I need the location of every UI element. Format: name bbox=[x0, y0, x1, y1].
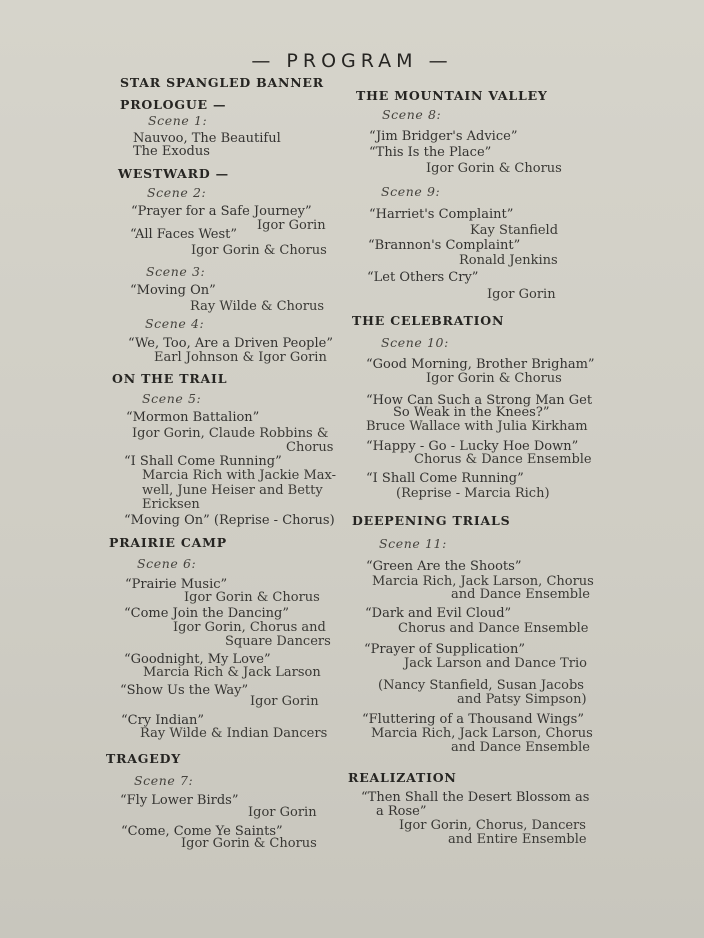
scene-label: Scene 3: bbox=[146, 264, 206, 279]
scene-label: Scene 1: bbox=[148, 113, 208, 128]
performer-credit: Chorus bbox=[286, 440, 334, 455]
performer-credit: Marcia Rich, Jack Larson, Chorus bbox=[372, 574, 594, 589]
scene-label: Scene 10: bbox=[381, 335, 449, 350]
scene-label: Scene 4: bbox=[145, 316, 205, 331]
performer-credit: Ronald Jenkins bbox=[459, 253, 558, 268]
scene-label: Scene 11: bbox=[379, 536, 447, 551]
performer-credit: Marcia Rich & Jack Larson bbox=[143, 665, 321, 680]
performer-credit: Igor Gorin & Chorus bbox=[184, 590, 320, 605]
song-title: “Good Morning, Brother Brigham” bbox=[366, 357, 595, 372]
performer-credit: Bruce Wallace with Julia Kirkham bbox=[366, 419, 588, 434]
song-title: “We, Too, Are a Driven People” bbox=[128, 336, 333, 351]
performer-credit: Igor Gorin, Chorus and bbox=[173, 620, 326, 635]
song-title: “Brannon's Complaint” bbox=[368, 238, 521, 253]
section-heading: DEEPENING TRIALS bbox=[352, 513, 511, 528]
song-title: “Prairie Music” bbox=[125, 577, 228, 592]
song-title: “Dark and Evil Cloud” bbox=[365, 606, 512, 621]
performer-credit: Ray Wilde & Indian Dancers bbox=[140, 726, 328, 741]
performer-credit: (Reprise - Marcia Rich) bbox=[396, 486, 550, 501]
song-title: “Fluttering of a Thousand Wings” bbox=[362, 712, 584, 727]
scene-label: Scene 7: bbox=[134, 773, 194, 788]
scene-label: Scene 6: bbox=[137, 556, 197, 571]
song-title: “Come Join the Dancing” bbox=[124, 606, 290, 621]
song-title: “How Can Such a Strong Man Get bbox=[366, 393, 593, 408]
performer-credit: Igor Gorin & Chorus bbox=[191, 243, 327, 258]
performer-credit: Igor Gorin & Chorus bbox=[426, 371, 562, 386]
performer-credit: Kay Stanfield bbox=[470, 223, 559, 238]
song-title: “Show Us the Way” bbox=[120, 683, 249, 698]
song-title: “All Faces West” bbox=[130, 227, 238, 242]
performer-credit: Jack Larson and Dance Trio bbox=[404, 656, 587, 671]
song-title: “This Is the Place” bbox=[369, 145, 492, 160]
scene-label: Scene 8: bbox=[382, 107, 442, 122]
performer-credit: Ericksen bbox=[142, 497, 200, 512]
section-heading: STAR SPANGLED BANNER bbox=[120, 75, 324, 90]
performer-credit: and Entire Ensemble bbox=[448, 832, 587, 847]
song-title: “I Shall Come Running” bbox=[124, 454, 282, 469]
performer-credit: Igor Gorin bbox=[487, 287, 556, 302]
section-heading: THE MOUNTAIN VALLEY bbox=[356, 88, 548, 103]
section-heading: REALIZATION bbox=[348, 770, 457, 785]
section-heading: PROLOGUE — bbox=[120, 97, 227, 112]
performer-credit: Marcia Rich with Jackie Max- bbox=[142, 468, 337, 483]
scene-label: Scene 2: bbox=[147, 185, 207, 200]
song-title: “Let Others Cry” bbox=[367, 270, 479, 285]
section-heading: PRAIRIE CAMP bbox=[109, 535, 227, 550]
section-heading: TRAGEDY bbox=[106, 751, 181, 766]
song-title: “Fly Lower Birds” bbox=[120, 793, 239, 808]
song-title: “Moving On” (Reprise - Chorus) bbox=[124, 513, 335, 528]
performer-credit: Igor Gorin, Chorus, Dancers bbox=[399, 818, 586, 833]
scene-label: Scene 9: bbox=[381, 184, 441, 199]
song-title: “Happy - Go - Lucky Hoe Down” bbox=[366, 439, 579, 454]
performer-credit: Igor Gorin & Chorus bbox=[426, 161, 562, 176]
performer-credit: Igor Gorin bbox=[250, 694, 319, 709]
performer-credit: and Dance Ensemble bbox=[451, 740, 590, 755]
performer-credit: Ray Wilde & Chorus bbox=[190, 299, 325, 314]
performer-credit: Igor Gorin & Chorus bbox=[181, 836, 317, 851]
song-title: “Come, Come Ye Saints” bbox=[121, 824, 283, 839]
page-title: — PROGRAM — bbox=[251, 50, 453, 72]
performer-credit: Square Dancers bbox=[225, 634, 331, 649]
performer-credit: Chorus and Dance Ensemble bbox=[398, 621, 589, 636]
performer-credit: Igor Gorin bbox=[248, 805, 317, 820]
song-title: “Harriet's Complaint” bbox=[369, 207, 514, 222]
section-heading: WESTWARD — bbox=[118, 166, 229, 181]
song-title: “Green Are the Shoots” bbox=[366, 559, 522, 574]
song-title: a Rose” bbox=[376, 804, 427, 819]
section-heading: THE CELEBRATION bbox=[352, 313, 505, 328]
performer-credit: Marcia Rich, Jack Larson, Chorus bbox=[371, 726, 593, 741]
performer-credit: well, June Heiser and Betty bbox=[142, 483, 323, 498]
song-title: “Mormon Battalion” bbox=[126, 410, 260, 425]
song-title: So Weak in the Knees?” bbox=[393, 405, 550, 420]
song-title: “Prayer for a Safe Journey” bbox=[131, 204, 312, 219]
song-title: “Cry Indian” bbox=[121, 713, 205, 728]
song-title: “Goodnight, My Love” bbox=[124, 652, 271, 667]
scene-label: Scene 5: bbox=[142, 391, 202, 406]
performer-credit: and Patsy Simpson) bbox=[457, 692, 587, 707]
performer-credit: and Dance Ensemble bbox=[451, 587, 590, 602]
section-heading: ON THE TRAIL bbox=[112, 371, 228, 386]
song-title: “Moving On” bbox=[130, 283, 216, 298]
performer-credit: Earl Johnson & Igor Gorin bbox=[154, 350, 327, 365]
song-title: The Exodus bbox=[133, 144, 210, 159]
performer-credit: Chorus & Dance Ensemble bbox=[414, 452, 592, 467]
song-title: “Then Shall the Desert Blossom as bbox=[361, 790, 590, 805]
performer-credit: Igor Gorin, Claude Robbins & bbox=[132, 426, 329, 441]
song-title: “I Shall Come Running” bbox=[366, 471, 524, 486]
performer-credit: Igor Gorin bbox=[257, 218, 326, 233]
song-title: “Prayer of Supplication” bbox=[364, 642, 526, 657]
song-title: “Jim Bridger's Advice” bbox=[369, 129, 518, 144]
song-title: Nauvoo, The Beautiful bbox=[133, 131, 281, 146]
performer-credit: (Nancy Stanfield, Susan Jacobs bbox=[378, 678, 584, 693]
